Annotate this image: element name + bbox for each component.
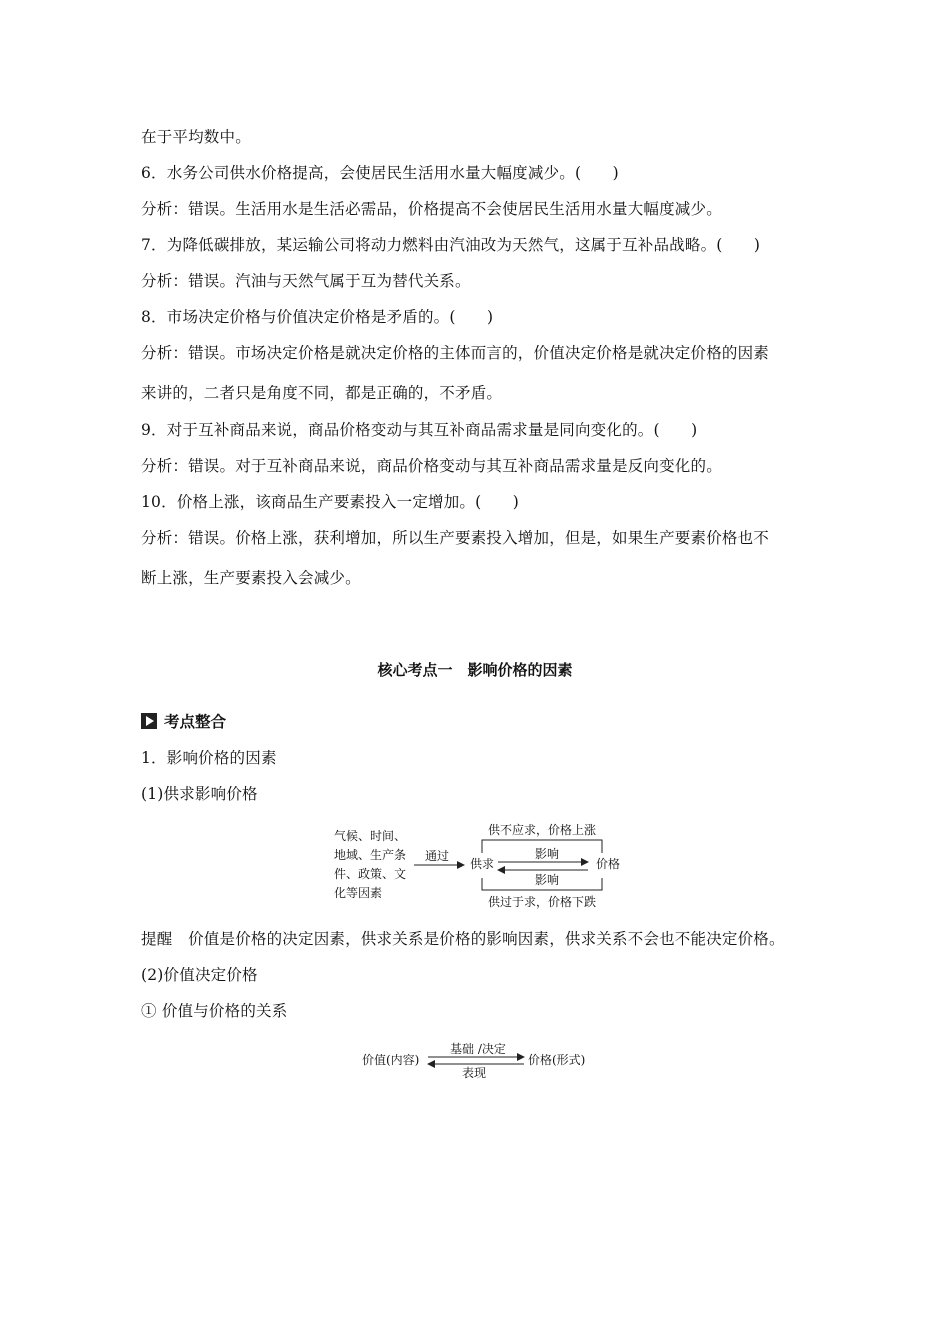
item-1-2: (2)价值决定价格: [141, 966, 258, 984]
item-1-1: (1)供求影响价格: [141, 785, 258, 803]
analysis-8: 分析：错误。市场决定价格是就决定价格的主体而言的，价值决定价格是就决定价格的因素: [141, 344, 770, 362]
question-6: 6．水务公司供水价格提高，会使居民生活用水量大幅度减少。( ): [141, 164, 619, 182]
express-label: 表现: [462, 1066, 487, 1080]
effect-top-label: 影响: [535, 847, 560, 861]
question-7: 7．为降低碳排放，某运输公司将动力燃料由汽油改为天然气，这属于互补品战略。( ): [141, 236, 761, 254]
factor-line-3: 件、政策、文: [334, 867, 407, 881]
price-form-label: 价格(形式): [528, 1053, 586, 1067]
supply-demand-diagram: [330, 818, 630, 910]
price-label: 价格: [596, 857, 621, 871]
effect-bottom-label: 影响: [535, 873, 560, 887]
section-header-label: 考点整合: [164, 713, 227, 731]
factor-line-4: 化等因素: [334, 886, 383, 900]
question-8: 8．市场决定价格与价值决定价格是矛盾的。( ): [141, 308, 494, 326]
value-label: 价值(内容): [362, 1053, 420, 1067]
section-header: [141, 710, 226, 732]
supply-demand-label: 供求: [470, 857, 495, 871]
analysis-10: 分析：错误。价格上涨，获利增加，所以生产要素投入增加，但是，如果生产要素价格也不: [141, 529, 770, 547]
factor-line-2: 地域、生产条: [334, 848, 407, 862]
factor-line-1: 气候、时间、: [334, 829, 407, 843]
analysis-7: 分析：错误。汽油与天然气属于互为替代关系。: [141, 272, 471, 290]
question-10: 10．价格上涨，该商品生产要素投入一定增加。( ): [141, 493, 520, 511]
item-1: 1．影响价格的因素: [141, 749, 277, 767]
value-price-diagram: [358, 1040, 598, 1080]
via-label: 通过: [425, 849, 450, 863]
top-bracket-label: 供不应求，价格上涨: [488, 823, 597, 837]
tip-text: 提醒 价值是价格的决定因素，供求关系是价格的影响因素，供求关系不会也不能决定价格。: [141, 930, 785, 948]
text-line: 在于平均数中。: [141, 128, 251, 146]
question-9: 9．对于互补商品来说，商品价格变动与其互补商品需求量是同向变化的。( ): [141, 421, 698, 439]
play-triangle-icon: [141, 713, 157, 729]
basis-decide-label: 基础 /决定: [450, 1042, 506, 1056]
bottom-bracket-label: 供过于求，价格下跌: [488, 895, 597, 909]
analysis-6: 分析：错误。生活用水是生活必需品，价格提高不会使居民生活用水量大幅度减少。: [141, 200, 722, 218]
analysis-8-cont: 来讲的，二者只是角度不同，都是正确的，不矛盾。: [141, 384, 503, 402]
analysis-10-cont: 断上涨，生产要素投入会减少。: [141, 569, 361, 587]
section-title: 核心考点一 影响价格的因素: [377, 661, 573, 679]
item-1-2-1: ① 价值与价格的关系: [141, 1002, 288, 1020]
analysis-9: 分析：错误。对于互补商品来说，商品价格变动与其互补商品需求量是反向变化的。: [141, 457, 722, 475]
